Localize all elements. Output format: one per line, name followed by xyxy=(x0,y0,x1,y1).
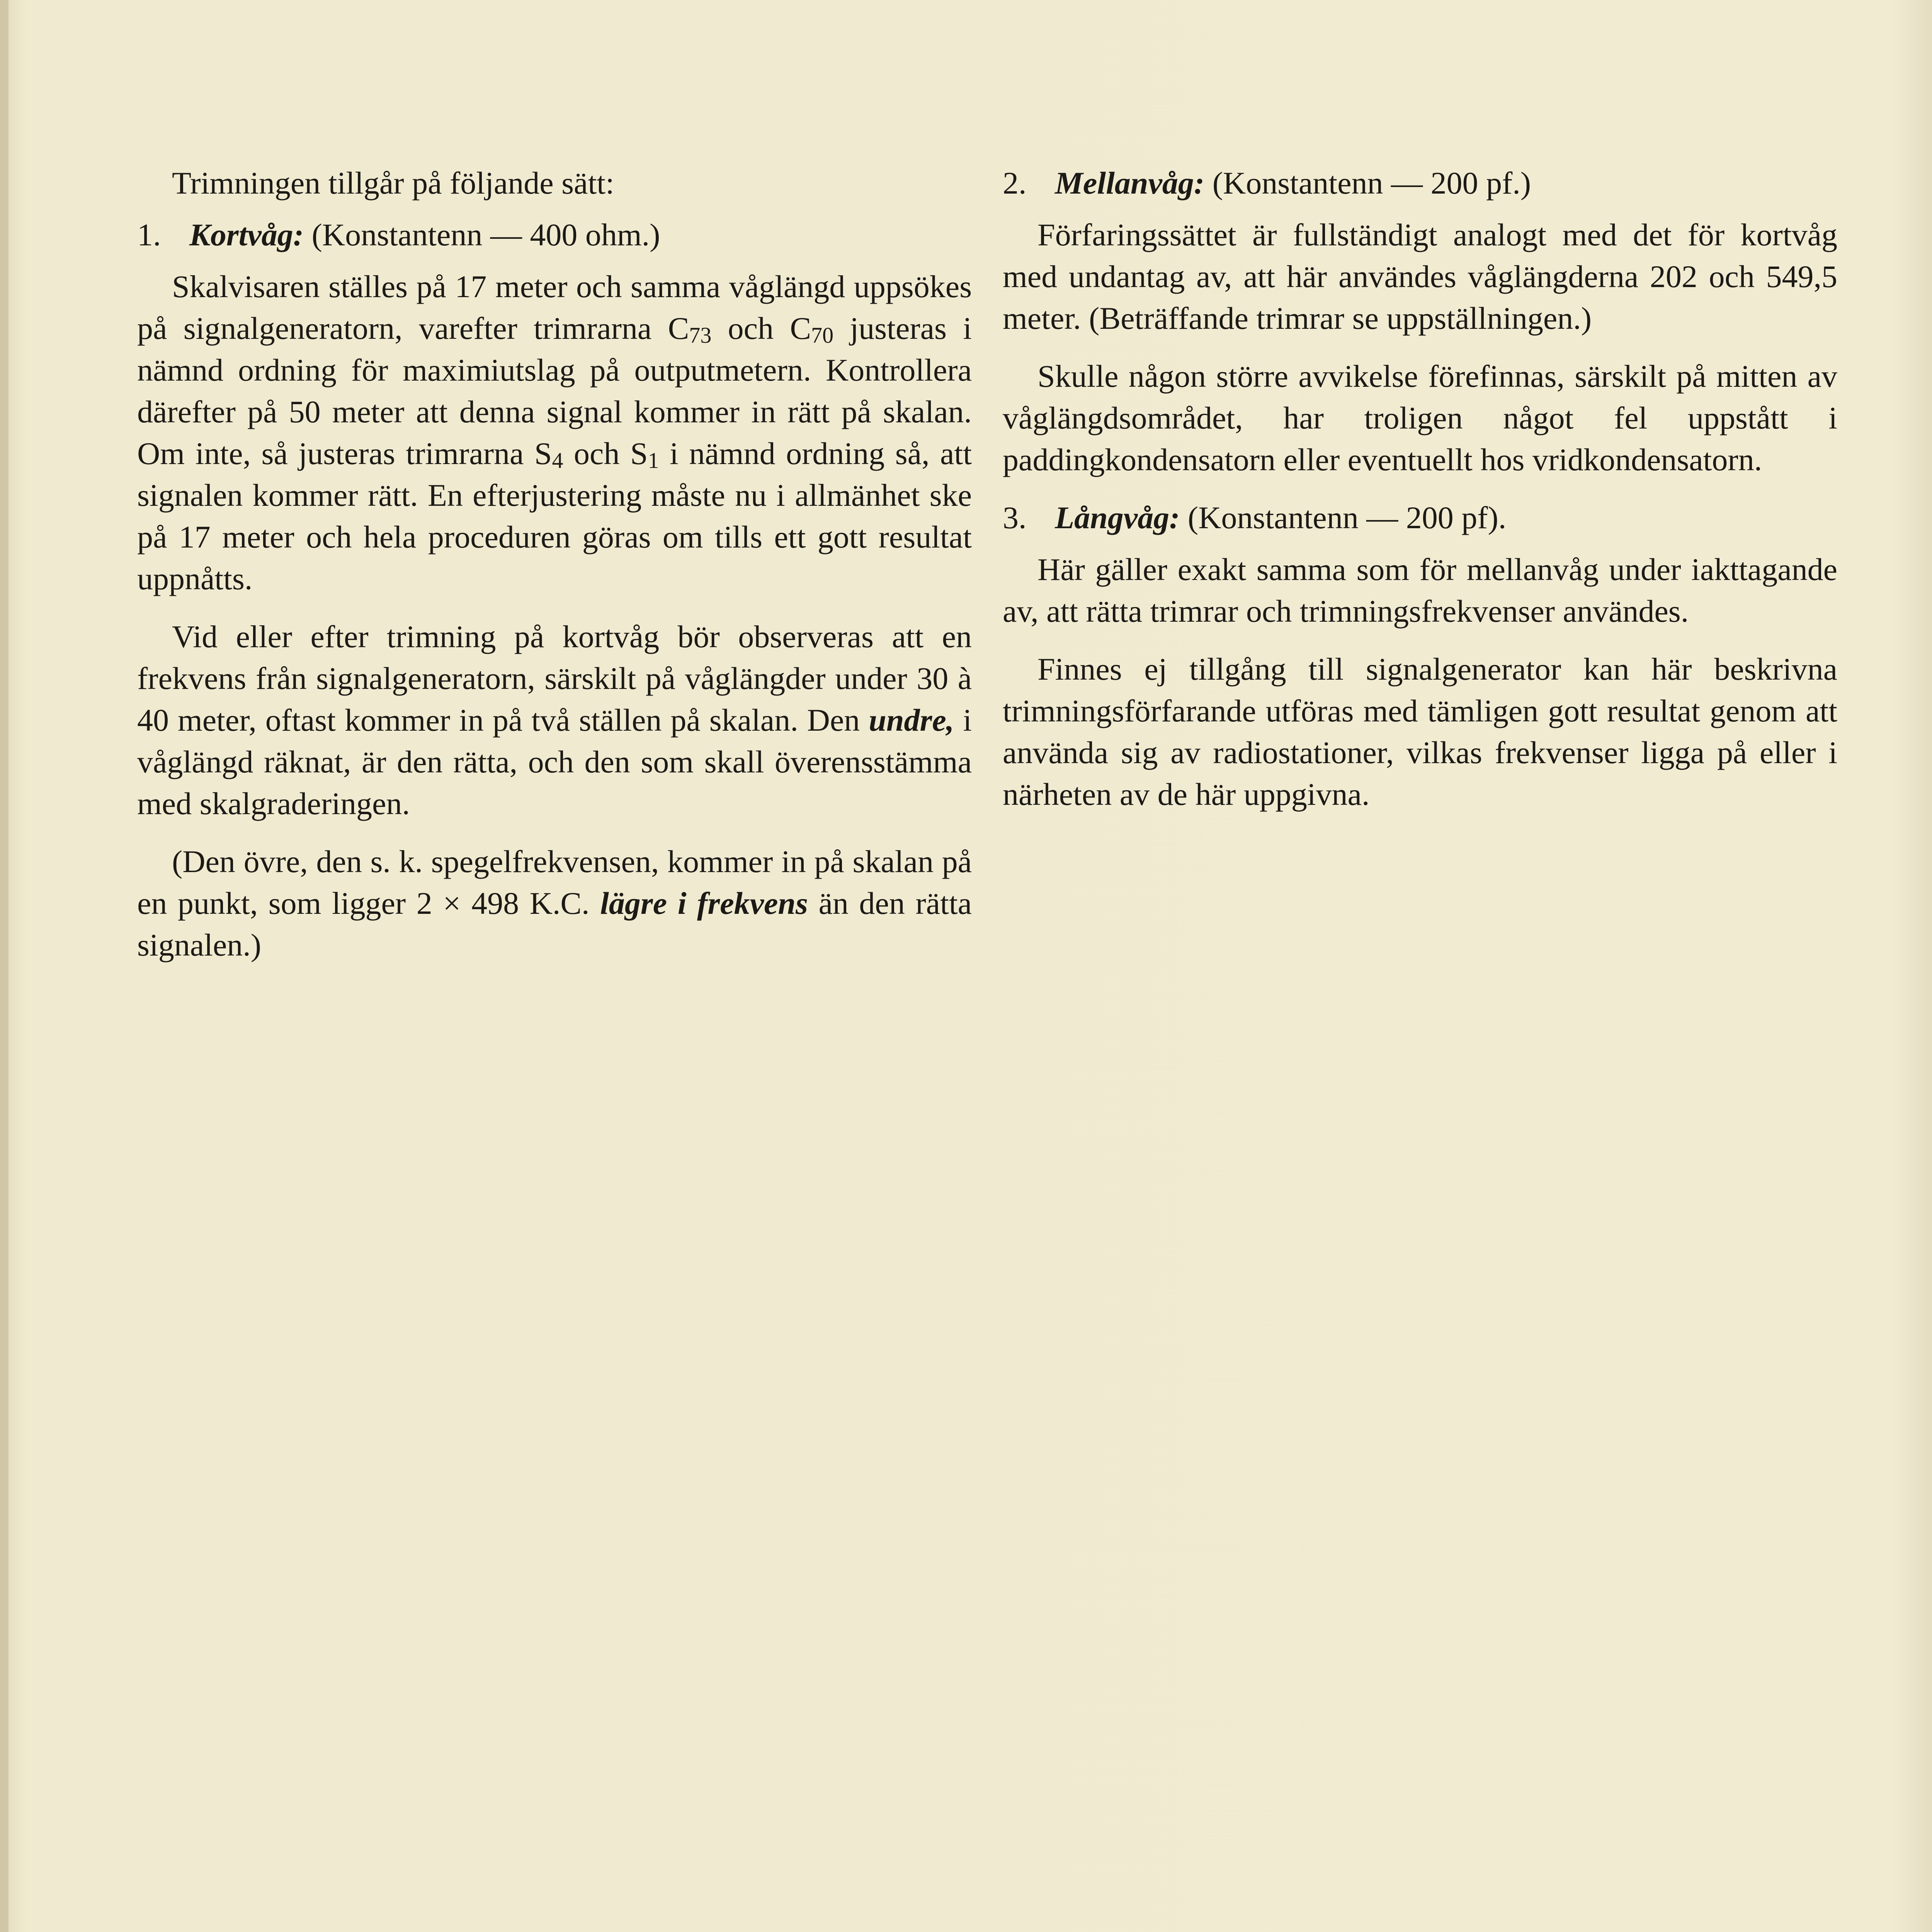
section-title: Långvåg: xyxy=(1055,500,1180,535)
subscript: 70 xyxy=(811,323,834,348)
paragraph-kortvag-procedure xyxy=(137,266,972,600)
text-run: och S xyxy=(563,436,648,471)
paragraph-no-generator: Finnes ej tillgång till signalgenerator kan här beskrivna trimningsförfarande utföras med tämligen gott resultat genom att använda sig av radiostationer, vilkas frekvenser ligga på eller i närheten av de här uppgivna. xyxy=(1003,651,1837,812)
section-heading-langvag xyxy=(1003,497,1837,539)
emphasis: lägre i frekvens xyxy=(600,886,808,921)
intro-text: Trimningen tillgår på följande sätt: xyxy=(172,165,614,201)
text-run: Skalvisaren ställes på 17 meter och samma våglängd uppsökes på signalgeneratorn, varefter trimrarna C xyxy=(137,269,972,346)
emphasis: undre, xyxy=(869,702,954,738)
section-spec: (Konstantenn — 200 pf.) xyxy=(1212,165,1531,201)
paragraph-mirror-frequency xyxy=(137,841,972,966)
section-spec: (Konstantenn — 200 pf). xyxy=(1187,500,1507,535)
paragraph-langvag-procedure: Här gäller exakt samma som för mellanvåg under iakttagande av, att rätta trimrar och trimningsfrekvenser användes. xyxy=(1003,552,1837,629)
section-title: Mellanvåg: xyxy=(1055,165,1205,201)
paragraph-image-frequency xyxy=(137,616,972,825)
text-run: (Den övre, den s. k. spegelfrekvensen, kommer in på skalan på en punkt, som ligger 2 × 498 K.C. xyxy=(137,844,972,921)
subscript: 1 xyxy=(648,448,659,473)
section-number: 2. xyxy=(1003,165,1027,201)
paragraph-deviation: Skulle någon större avvikelse förefinnas, särskilt på mitten av våglängdsområdet, har troligen något fel uppstått i paddingkondensatorn eller eventuellt hos vridkondensatorn. xyxy=(1003,359,1837,477)
text-run: i våglängd räknat, är den rätta, och den som skall överensstämma med skalgraderingen. xyxy=(137,702,972,821)
subscript: 4 xyxy=(552,448,563,473)
left-column xyxy=(137,162,972,982)
text-run: i nämnd ordning så, att signalen kommer rätt. En efterjustering måste nu i allmänhet ske på 17 meter och hela proceduren göras om tills ett gott resultat uppnåtts. xyxy=(137,436,972,596)
page-edge xyxy=(0,0,9,1932)
section-number: 1. xyxy=(137,217,161,252)
text-run: justeras i nämnd ordning för maximiutslag på outputmetern. Kontrollera därefter på 50 meter att denna signal kommer in rätt på skalan. Om inte, så justeras trimrarna S xyxy=(137,311,972,471)
section-number: 3. xyxy=(1003,500,1027,535)
section-heading-kortvag xyxy=(137,214,972,256)
section-heading-mellanvag xyxy=(1003,162,1837,204)
section-title: Kortvåg: xyxy=(189,217,304,252)
subscript: 73 xyxy=(689,323,712,348)
section-spec: (Konstantenn — 400 ohm.) xyxy=(311,217,660,252)
text-run: Vid eller efter trimning på kortvåg bör observeras att en frekvens från signalgeneratorn, särskilt på våglängder under 30 à 40 meter, oftast kommer in på två ställen på skalan. Den xyxy=(137,619,972,738)
right-column xyxy=(1003,162,1837,832)
text-run: och C xyxy=(711,311,811,346)
paragraph-mellanvag-procedure: Förfaringssättet är fullständigt analogt med det för kortvåg med undantag av, att här användes våglängderna 202 och 549,5 meter. (Beträffande trimrar se uppställningen.) xyxy=(1003,217,1837,336)
text-run: än den rätta signalen.) xyxy=(137,886,972,963)
